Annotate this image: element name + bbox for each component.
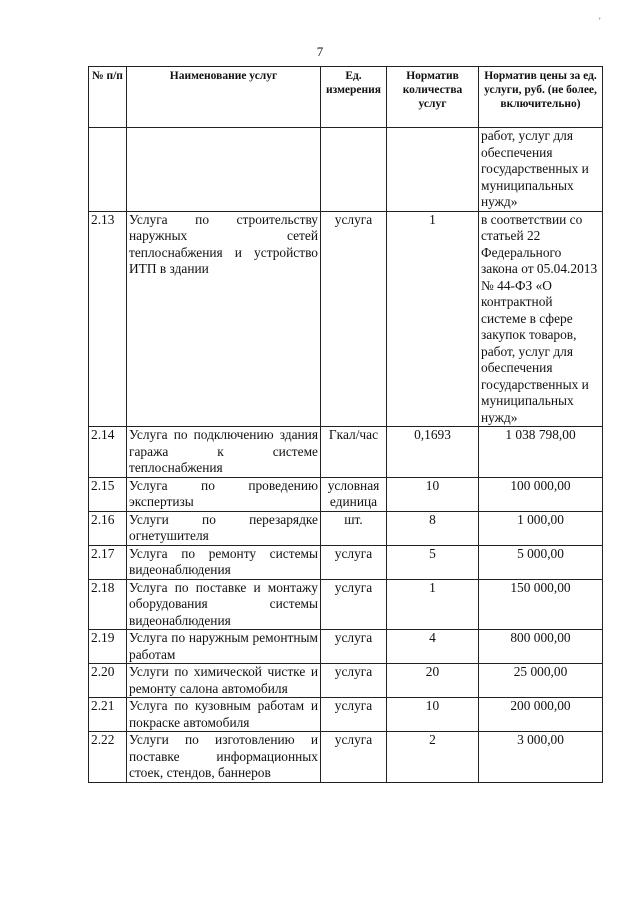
row-qty: 1 (387, 579, 479, 630)
row-name: Услуга по ремонту системы видеонаблюдения (127, 545, 321, 579)
row-qty: 20 (387, 664, 479, 698)
header-unit: Ед. измерения (321, 67, 387, 128)
row-qty (387, 128, 479, 212)
row-num: 2.18 (89, 579, 127, 630)
row-name: Услуги по перезарядке огнетушителя (127, 511, 321, 545)
table-row (89, 511, 603, 545)
row-num: 2.20 (89, 664, 127, 698)
row-qty: 1 (387, 211, 479, 427)
table-body (89, 128, 603, 783)
row-price: 100 000,00 (479, 477, 603, 511)
row-num: 2.15 (89, 477, 127, 511)
services-table (88, 66, 603, 783)
row-num: 2.21 (89, 698, 127, 732)
row-unit: услуга (321, 732, 387, 783)
row-name: Услуга по поставке и монтажу оборудования системы видеонаблюдения (127, 579, 321, 630)
row-num (89, 128, 127, 212)
row-qty: 5 (387, 545, 479, 579)
row-num: 2.14 (89, 427, 127, 478)
table-header-row (89, 67, 603, 128)
table-row (89, 664, 603, 698)
row-num: 2.19 (89, 630, 127, 664)
row-unit: услуга (321, 664, 387, 698)
header-num: № п/п (89, 67, 127, 128)
row-price: работ, услуг для обеспечения государственных и муниципальных нужд» (479, 128, 603, 212)
row-name: Услуги по изготовлению и поставке информационных стоек, стендов, баннеров (127, 732, 321, 783)
row-price: 1 000,00 (479, 511, 603, 545)
row-price: 25 000,00 (479, 664, 603, 698)
table-row (89, 211, 603, 427)
row-unit: услуга (321, 698, 387, 732)
table-row (89, 477, 603, 511)
row-name: Услуга по строительству наружных сетей теплоснабжения и устройство ИТП в здании (127, 211, 321, 427)
table-row (89, 545, 603, 579)
header-qty: Норматив количества услуг (387, 67, 479, 128)
row-name: Услуга по подключению здания гаража к системе теплоснабжения (127, 427, 321, 478)
table-row (89, 427, 603, 478)
row-num: 2.13 (89, 211, 127, 427)
row-unit: услуга (321, 630, 387, 664)
row-name: Услуги по химической чистке и ремонту салона автомобиля (127, 664, 321, 698)
row-qty: 4 (387, 630, 479, 664)
row-num: 2.17 (89, 545, 127, 579)
row-name: Услуга по наружным ремонтным работам (127, 630, 321, 664)
row-unit: услуга (321, 545, 387, 579)
row-unit: услуга (321, 579, 387, 630)
row-qty: 10 (387, 477, 479, 511)
row-price: 1 038 798,00 (479, 427, 603, 478)
row-qty: 10 (387, 698, 479, 732)
row-name (127, 128, 321, 212)
row-num: 2.16 (89, 511, 127, 545)
row-price: 3 000,00 (479, 732, 603, 783)
row-name: Услуга по проведению экспертизы (127, 477, 321, 511)
row-unit: Гкал/час (321, 427, 387, 478)
row-price: 150 000,00 (479, 579, 603, 630)
row-unit: условная единица (321, 477, 387, 511)
row-price: 800 000,00 (479, 630, 603, 664)
table-row (89, 732, 603, 783)
row-qty: 2 (387, 732, 479, 783)
table-row (89, 698, 603, 732)
row-unit: шт. (321, 511, 387, 545)
header-price: Норматив цены за ед. услуги, руб. (не более, включительно) (479, 67, 603, 128)
row-num: 2.22 (89, 732, 127, 783)
row-qty: 0,1693 (387, 427, 479, 478)
corner-mark: ' (599, 16, 601, 26)
table-row (89, 630, 603, 664)
row-price: 5 000,00 (479, 545, 603, 579)
header-name: Наименование услуг (127, 67, 321, 128)
page-number: 7 (316, 44, 324, 59)
row-price: 200 000,00 (479, 698, 603, 732)
row-unit: услуга (321, 211, 387, 427)
row-qty: 8 (387, 511, 479, 545)
row-unit (321, 128, 387, 212)
row-name: Услуга по кузовным работам и покраске автомобиля (127, 698, 321, 732)
table-row (89, 128, 603, 212)
row-price: в соответствии со статьей 22 Федерального закона от 05.04.2013 № 44-ФЗ «О контрактной системе в сфере закупок товаров, работ, услуг для обеспечения государственных и муниципальных нужд» (479, 211, 603, 427)
table-row (89, 579, 603, 630)
